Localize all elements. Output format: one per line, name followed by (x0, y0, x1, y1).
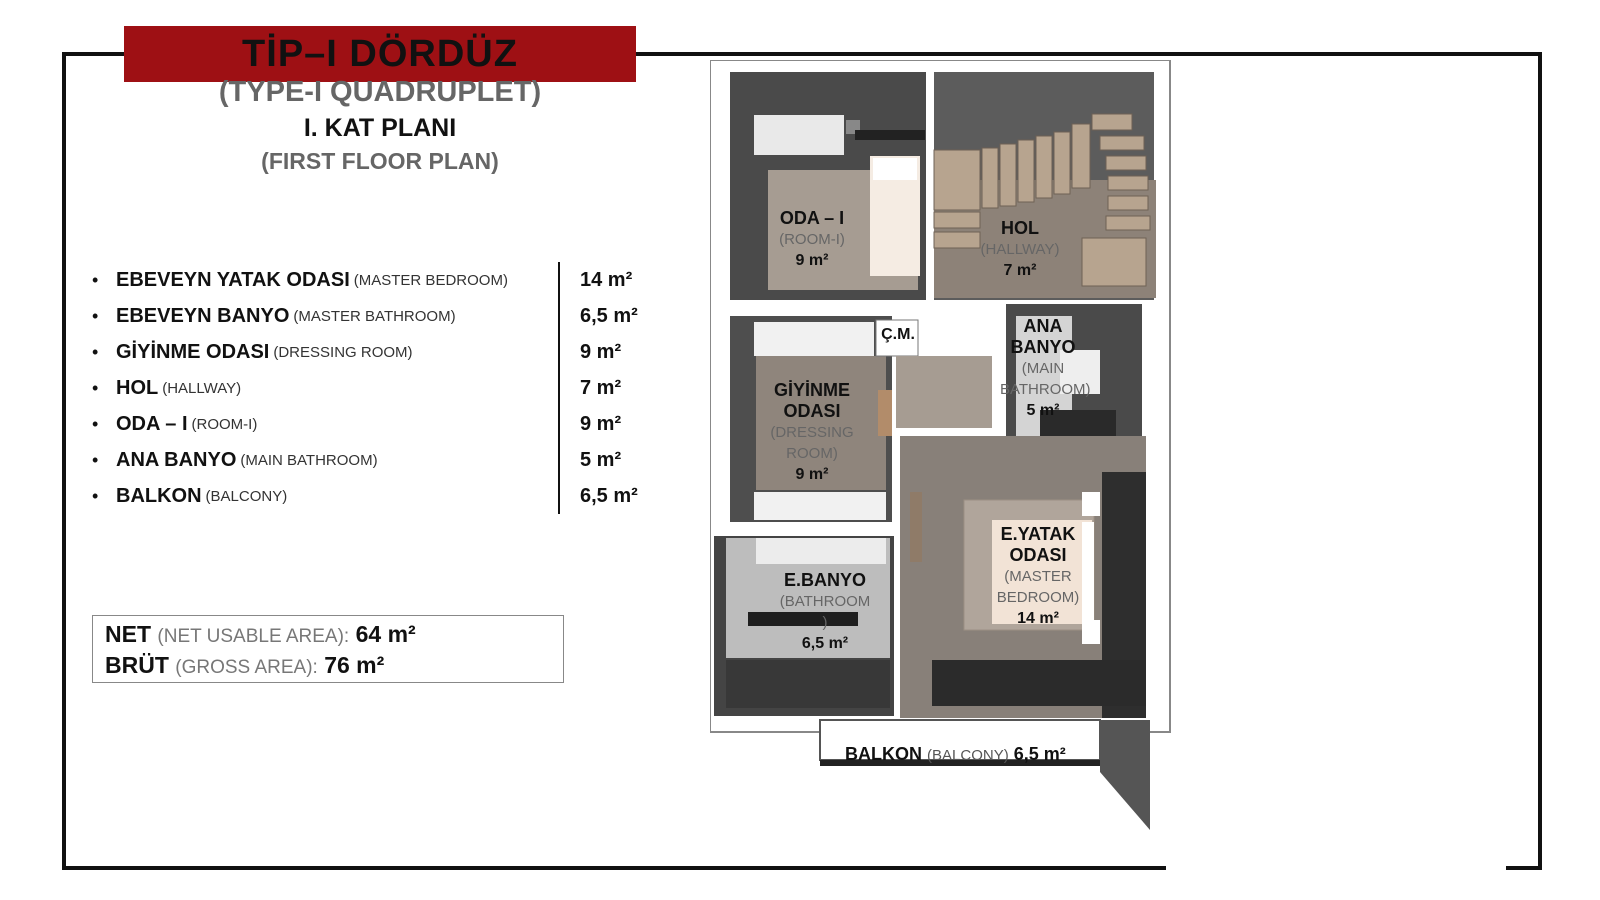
main-bathroom-area-value: 5 m² (1026, 402, 1060, 419)
list-item (92, 262, 652, 298)
list-item (92, 298, 652, 334)
dressing-room-name: GİYİNME (773, 380, 850, 400)
wardrobe (754, 322, 874, 356)
list-item (92, 406, 652, 442)
title-banner (124, 26, 636, 82)
plan-label-master-bathroom (766, 570, 884, 654)
plan-label-room-i (768, 208, 856, 271)
master-bedroom-name: ODASI (1009, 545, 1067, 565)
room-area: 9 m² (580, 340, 622, 363)
main-bathroom-english: BATHROOM) (1000, 381, 1091, 398)
room-list (92, 262, 652, 514)
room-name: GİYİNME ODASI (116, 340, 270, 363)
hallway-name: HOL (1001, 218, 1039, 238)
balcony-name: BALKON (845, 744, 922, 764)
hallway-area-value: 7 m² (1003, 262, 1037, 279)
list-divider (558, 262, 560, 514)
double-sink (756, 538, 886, 564)
net-label-english: (NET USABLE AREA): (157, 626, 350, 647)
master-bathroom-english: ) (822, 614, 828, 631)
hallway-connector (896, 356, 992, 428)
side-wall (1100, 720, 1150, 830)
room-name: EBEVEYN YATAK ODASI (116, 268, 350, 291)
dressing-room-name: ODASI (783, 401, 841, 421)
room-name: ODA – I (116, 412, 188, 435)
room-name: ANA BANYO (116, 448, 237, 471)
tv-unit (910, 492, 922, 562)
master-bathroom-name: E.BANYO (783, 570, 866, 590)
plan-title-english: (FIRST FLOOR PLAN) (261, 148, 499, 174)
master-bedroom-area-value: 14 m² (1017, 610, 1059, 627)
master-bathroom-area-value: 6,5 m² (801, 635, 849, 652)
room-name: EBEVEYN BANYO (116, 304, 290, 327)
plan-title: I. KAT PLANI (303, 114, 457, 142)
room-area: 9 m² (580, 412, 622, 435)
list-item (92, 442, 652, 478)
room-name-english: (MASTER BEDROOM) (353, 271, 508, 289)
bullet-icon: • (92, 449, 99, 470)
pillow (873, 158, 917, 180)
main-bathroom-name: BANYO (1010, 337, 1076, 357)
list-item (92, 334, 652, 370)
room-area: 7 m² (580, 376, 622, 399)
plan-label-main-bathroom (1000, 316, 1091, 421)
list-item (92, 478, 652, 514)
plan-label-hallway (972, 218, 1068, 281)
plan-label-master-bedroom (990, 524, 1086, 629)
master-bedroom-english: (MASTER (1004, 568, 1072, 585)
net-label: NET (105, 621, 151, 647)
main-bathroom-english: (MAIN (1021, 360, 1065, 377)
room-area: 6,5 m² (580, 304, 638, 327)
bullet-icon: • (92, 341, 99, 362)
vanity (878, 390, 892, 436)
subtitle-english: (TYPE-I QUADRUPLET) (218, 76, 542, 108)
room-name-english: (DRESSING ROOM) (273, 343, 413, 361)
hallway-english: (HALLWAY) (980, 241, 1060, 258)
master-bedroom-name: E.YATAK (1000, 524, 1076, 544)
net-value: 64 m² (355, 621, 416, 647)
floor-plan (710, 60, 1190, 850)
nightstand (1082, 492, 1100, 516)
dressing-room-english: (DRESSING (770, 424, 854, 441)
bathroom-deck (726, 660, 890, 708)
room-name: HOL (116, 376, 159, 399)
room-name-english: (MASTER BATHROOM) (293, 307, 456, 325)
room-name-english: (HALLWAY) (162, 379, 242, 397)
gross-label: BRÜT (105, 652, 169, 678)
room-name-english: (ROOM-I) (191, 415, 258, 433)
main-bathroom-name: ANA (1023, 316, 1063, 336)
plan-label-dressing-room (766, 380, 858, 485)
wall-art (855, 130, 925, 140)
room-i-english: (ROOM-I) (779, 231, 845, 248)
balcony-area-value: 6,5 m² (1013, 744, 1066, 764)
plan-label-balcony (845, 744, 1066, 765)
plan-label-laundry (878, 324, 918, 345)
dressing-room-english: ROOM) (786, 445, 838, 462)
terrace-strip (932, 660, 1146, 706)
gross-value: 76 m² (324, 652, 385, 678)
room-name-english: (MAIN BATHROOM) (240, 451, 378, 469)
room-name-english: (BALCONY) (205, 487, 288, 505)
laundry-name: Ç.M. (881, 326, 915, 343)
room-i-area-value: 9 m² (795, 252, 829, 269)
gross-area-line (105, 651, 551, 682)
page-title: TİP–I DÖRDÜZ (242, 32, 518, 75)
room-area: 6,5 m² (580, 484, 638, 507)
list-item (92, 370, 652, 406)
bullet-icon: • (92, 269, 99, 290)
bullet-icon: • (92, 377, 99, 398)
balcony-english: (BALCONY) (927, 747, 1009, 764)
area-summary-box (92, 615, 564, 683)
room-i-name: ODA – I (779, 208, 845, 228)
desk (754, 115, 844, 155)
net-area-line (105, 620, 551, 651)
gross-label-english: (GROSS AREA): (175, 657, 318, 678)
bullet-icon: • (92, 305, 99, 326)
room-area: 14 m² (580, 268, 633, 291)
bullet-icon: • (92, 485, 99, 506)
corner-fade (1166, 828, 1506, 878)
bullet-icon: • (92, 413, 99, 434)
master-bedroom-english: BEDROOM) (996, 589, 1080, 606)
dressing-room-area-value: 9 m² (795, 466, 829, 483)
master-bathroom-english: (BATHROOM (779, 593, 871, 610)
wardrobe-bottom (754, 492, 886, 520)
room-name: BALKON (116, 484, 202, 507)
room-area: 5 m² (580, 448, 622, 471)
